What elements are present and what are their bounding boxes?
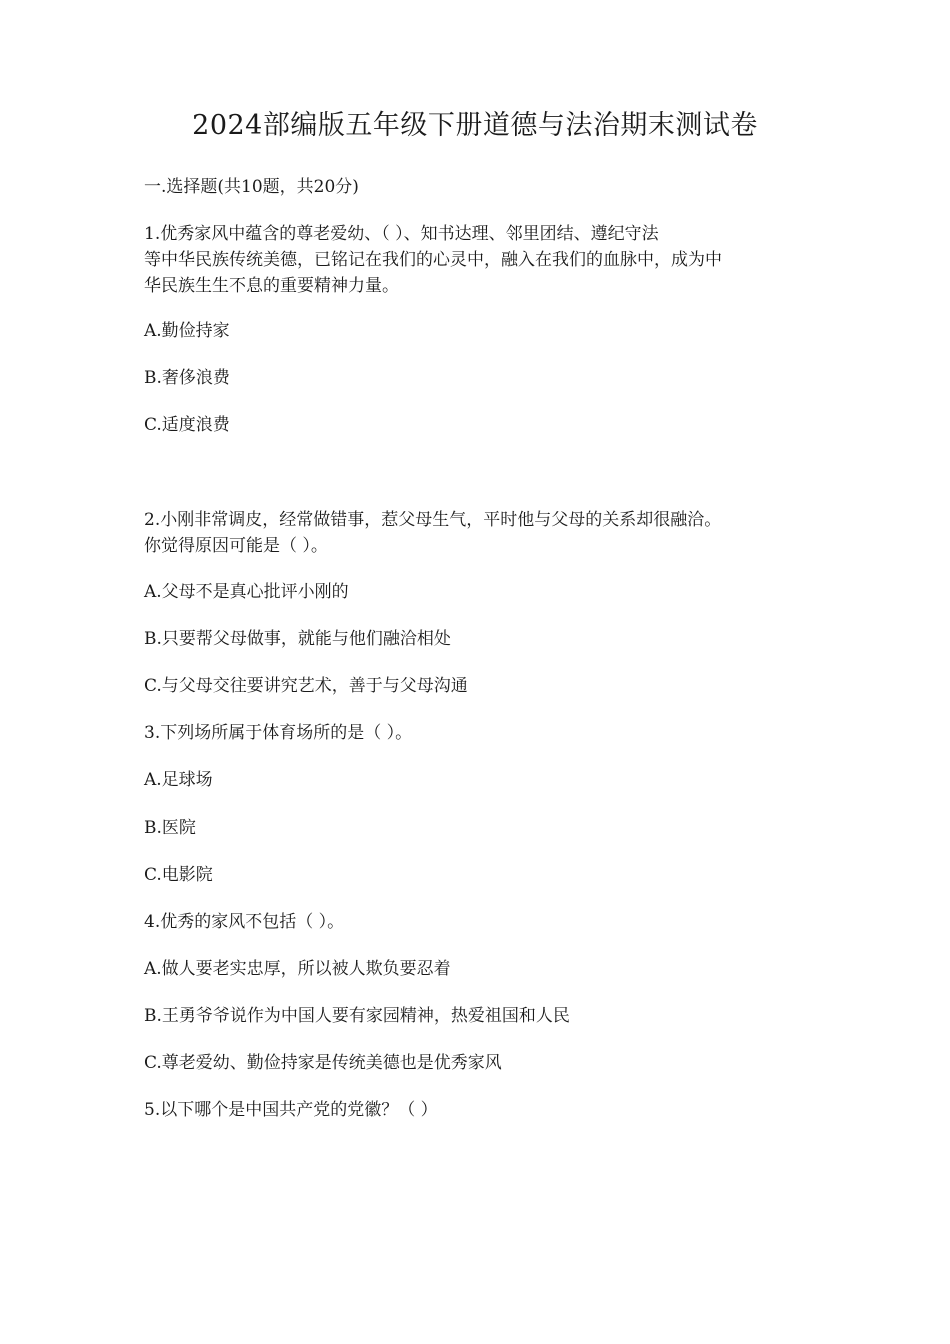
question-3-stem-line-1: 3.下列场所属于体育场所的是（ ）。 <box>144 723 413 743</box>
question-2-option-b: B.只要帮父母做事，就能与他们融洽相处 <box>144 629 451 649</box>
question-1-stem-line-2: 等中华民族传统美德，已铭记在我们的心灵中，融入在我们的血脉中，成为中 <box>144 250 722 270</box>
question-3-option-b: B.医院 <box>144 818 196 838</box>
question-1-option-a: A.勤俭持家 <box>144 321 230 341</box>
question-5-stem-line-1: 5.以下哪个是中国共产党的党徽？（ ） <box>144 1100 438 1120</box>
question-2-stem-line-2: 你觉得原因可能是（ ）。 <box>144 536 328 556</box>
question-1-option-c: C.适度浪费 <box>144 415 230 435</box>
question-2-option-a: A.父母不是真心批评小刚的 <box>144 582 349 602</box>
question-1-option-b: B.奢侈浪费 <box>144 368 230 388</box>
question-3-option-a: A.足球场 <box>144 770 213 790</box>
question-1-stem-line-1: 1.优秀家风中蕴含的尊老爱幼、（ ）、知书达理、邻里团结、遵纪守法 <box>144 224 659 244</box>
question-4-option-c: C.尊老爱幼、勤俭持家是传统美德也是优秀家风 <box>144 1053 502 1073</box>
question-4-option-b: B.王勇爷爷说作为中国人要有家园精神，热爱祖国和人民 <box>144 1006 570 1026</box>
question-2-stem-line-1: 2.小刚非常调皮，经常做错事，惹父母生气，平时他与父母的关系却很融洽。 <box>144 510 722 530</box>
question-3-option-c: C.电影院 <box>144 865 213 885</box>
question-1-stem-line-3: 华民族生生不息的重要精神力量。 <box>144 276 399 296</box>
question-4-option-a: A.做人要老实忠厚，所以被人欺负要忍着 <box>144 959 451 979</box>
question-4-stem-line-1: 4.优秀的家风不包括（ ）。 <box>144 912 345 932</box>
section-heading: 一.选择题(共10题，共20分) <box>144 177 359 197</box>
page-title: 2024部编版五年级下册道德与法治期末测试卷 <box>192 110 758 141</box>
question-2-option-c: C.与父母交往要讲究艺术，善于与父母沟通 <box>144 676 468 696</box>
